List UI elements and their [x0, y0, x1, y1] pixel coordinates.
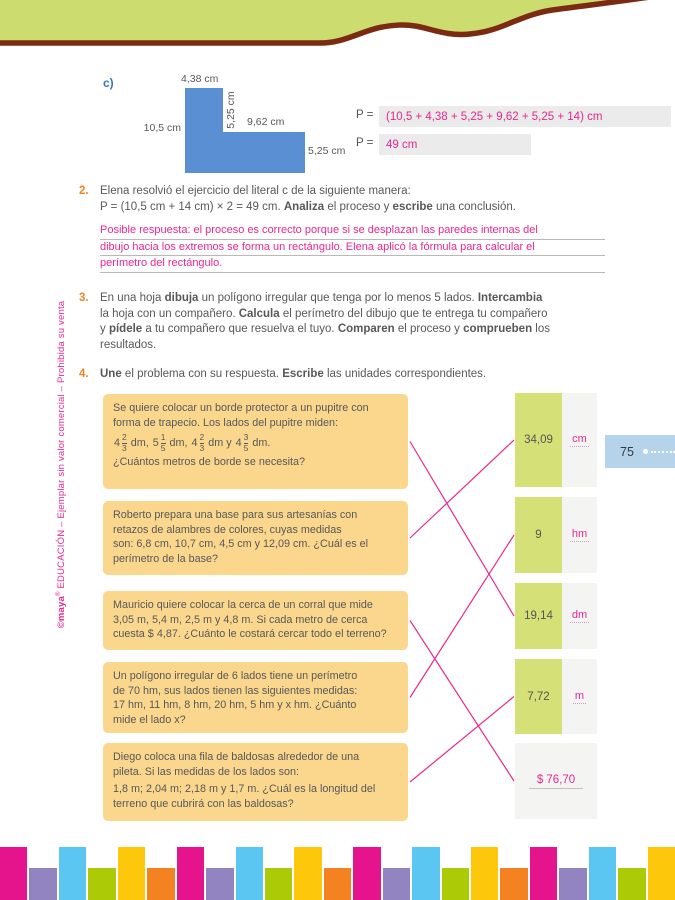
- answer-value: 34,09: [515, 393, 562, 487]
- perimeter-formula-box: [379, 106, 671, 127]
- sidebar-copyright: [56, 292, 69, 637]
- answer-unit-area: [562, 583, 597, 649]
- problem-box-3: [103, 591, 408, 650]
- footer-bar: [206, 868, 233, 900]
- problem-question: ¿Cuántos metros de borde se necesita?: [113, 456, 306, 469]
- exercise4-text: Une el problema con su respuesta. Escribe las unidades correspondientes.: [100, 368, 487, 380]
- footer-bar: [530, 847, 557, 900]
- perimeter-label-2: P =: [356, 137, 374, 149]
- answer-unit-area: [562, 393, 597, 487]
- copyright-text: EDUCACIÓN – Ejemplar sin valor comercial – Prohibida su venta: [56, 300, 68, 592]
- registered-mark: ®: [56, 591, 62, 596]
- footer-bar: [177, 847, 204, 900]
- exercise3-text: En una hoja dibuja un polígono irregular que tenga por lo menos 5 lados. Intercambia la hoja con un compañero. Calcula el perímetro del dibujo que te entrega tu compañero y pídele a tu compañero que resuelva el tuyo. Comparen el proceso y comprueben los resultados.: [100, 292, 551, 351]
- answer-unit-area: [562, 659, 597, 734]
- answer-unit: hm: [571, 528, 588, 540]
- footer-bar: [412, 847, 439, 900]
- perimeter-label-1: P =: [356, 109, 374, 121]
- dim-left-label: 10,5 cm: [143, 122, 181, 134]
- answer-unit: dm: [571, 609, 588, 621]
- problem-measures: 4 $\frac{2}{3}$ dm, 5 $\frac{1}{5}$ dm, 4 $\frac{2}{3}$ dm y 4 $\frac{3}{5}$ dm.: [114, 432, 271, 453]
- footer-bar: [236, 847, 263, 900]
- exercise2-number: 2.: [79, 185, 89, 197]
- answer-value: 7,72: [515, 659, 562, 734]
- exercise2-written-answer: [100, 223, 605, 273]
- perimeter-result: 49 cm: [386, 138, 418, 151]
- figure-item-label: c): [103, 76, 114, 90]
- answer-unit: m: [574, 689, 585, 702]
- footer-bar: [471, 847, 498, 900]
- perimeter-formula: (10,5 + 4,38 + 5,25 + 9,62 + 5,25 + 14) cm: [386, 110, 603, 123]
- dim-top-label: 4,38 cm: [181, 73, 219, 85]
- problem-text: Un polígono irregular de 6 lados tiene un perímetro de 70 hm, sus lados tienen las siguientes medidas: 17 hm, 11 hm, 8 hm, 20 hm, 5 hm y x hm. ¿Cuánto mide el lado x?: [113, 670, 358, 726]
- footer-bar: [29, 868, 56, 900]
- answer-box-4: [515, 659, 597, 734]
- badge-dot: [643, 449, 648, 454]
- footer-bar: [383, 868, 410, 900]
- exercise4-number: 4.: [79, 368, 89, 380]
- footer-bar: [500, 868, 527, 900]
- problem-box-2: [103, 501, 408, 575]
- answer-box-5: [515, 743, 597, 819]
- answer-box-2: [515, 497, 597, 573]
- l-shape-figure: [185, 88, 305, 173]
- badge-dotted-line: [651, 451, 675, 453]
- footer-bar: [648, 847, 675, 900]
- dim-inner-vertical-label: 5,25 cm: [225, 91, 237, 129]
- footer-bar: [147, 868, 174, 900]
- written-answer-line: dibujo hacia los extremos se forma un rectángulo. Elena aplicó la fórmula para calcular el: [100, 240, 605, 257]
- exercise3-number: 3.: [79, 292, 89, 304]
- footer-bar: [589, 847, 616, 900]
- footer-bar: [88, 868, 115, 900]
- answer-unit-area: [562, 497, 597, 573]
- answer-unit: cm: [572, 433, 587, 445]
- footer-bar: [559, 868, 586, 900]
- dim-inner-horizontal-label: 9,62 cm: [247, 116, 285, 128]
- footer-bar: [618, 868, 645, 900]
- problem-text: Mauricio quiere colocar la cerca de un corral que mide 3,05 m, 5,4 m, 2,5 m y 4,8 m. Si cada metro de cerca cuesta $ 4,87. ¿Cuánto le costará cercar todo el terreno?: [113, 599, 387, 641]
- footer-bar: [59, 847, 86, 900]
- footer-bars: [0, 847, 675, 900]
- dim-right-label: 5,25 cm: [308, 145, 346, 157]
- page-number-badge: [605, 435, 675, 468]
- problem-box-4: [103, 662, 408, 733]
- problem-text: Diego coloca una fila de baldosas alrededor de una pileta. Si las medidas de los lados son:: [113, 751, 360, 778]
- written-answer-line: perímetro del rectángulo.: [100, 256, 605, 273]
- problem-box-1: [103, 394, 408, 489]
- problem-text: Roberto prepara una base para sus artesanías con retazos de alambres de colores, cuyas medidas son: 6,8 cm, 10,7 cm, 4,5 cm y 12,09 cm. ¿Cuál es el perímetro de la base?: [113, 509, 369, 565]
- footer-bar: [265, 868, 292, 900]
- footer-bar: [118, 847, 145, 900]
- top-decoration: [0, 0, 675, 50]
- footer-bar: [442, 868, 469, 900]
- footer-bar: [294, 847, 321, 900]
- footer-bar: [0, 847, 27, 900]
- page-number: 75: [620, 444, 634, 459]
- footer-bar: [353, 847, 380, 900]
- problem-box-5: [103, 743, 408, 821]
- answer-value: $ 76,70: [529, 774, 583, 789]
- answer-value: 9: [515, 497, 562, 573]
- exercise2-text: Elena resolvió el ejercicio del literal c de la siguiente manera: P = (10,5 cm + 14 cm) × 2 = 49 cm. Analiza el proceso y escribe una conclusión.: [100, 185, 516, 213]
- footer-bar: [324, 868, 351, 900]
- brand-logo: ©maya: [56, 595, 68, 629]
- problem-text: Se quiere colocar un borde protector a un pupitre con forma de trapecio. Los lados del pupitre miden:: [113, 402, 369, 429]
- perimeter-result-box: [379, 134, 531, 155]
- answer-value: 19,14: [515, 583, 562, 649]
- written-answer-line: Posible respuesta: el proceso es correcto porque si se desplazan las paredes internas del: [100, 223, 605, 240]
- answer-box-3: [515, 583, 597, 649]
- problem-text: 1,8 m; 2,04 m; 2,18 m y 1,7 m. ¿Cuál es la longitud del terreno que cubrirá con las baldosas?: [113, 783, 376, 810]
- answer-box-1: [515, 393, 597, 487]
